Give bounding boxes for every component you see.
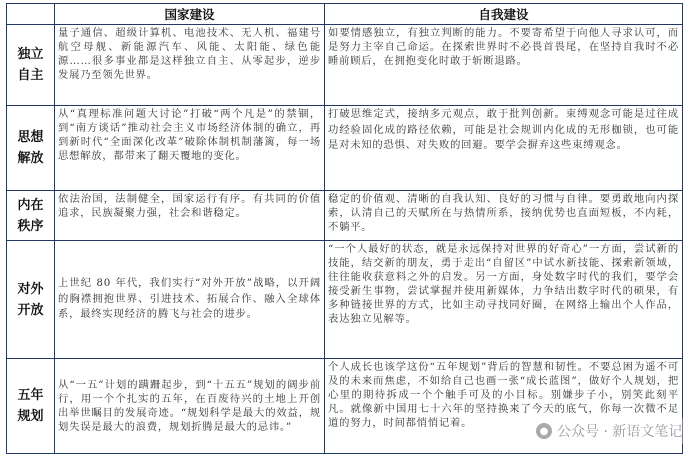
national-text: 从“一五”计划的蹒跚起步，到“十五五”规划的阔步前行，用一个个扎实的五年，在百废待兴的土地上开创出举世瞩目的发展奇迹。“规划科学是最大的效益，规划失误是最大的浪费，规划折腾是最大的忌讳。”: [58, 379, 321, 433]
self-cell: [325, 106, 683, 191]
national-cell: [55, 25, 325, 106]
national-text: 依法治国，法制健全，国家运行有序。有共同的价值追求，民族凝聚力强，社会和谐稳定。: [58, 193, 321, 219]
self-cell: [325, 191, 683, 241]
self-cell: [325, 241, 683, 359]
table-row: [7, 106, 683, 191]
national-cell: [55, 241, 325, 359]
row-label: 独立自主: [7, 25, 55, 106]
national-text: 从“真理标准问题大讨论”打破“两个凡是”的禁锢，到“南方谈话”推动社会主义市场经济体制的确立，再到新时代“全面深化改革”破除体制机制藩篱，每一场思想解放，都带来了翻天覆地的变化。: [58, 108, 321, 162]
national-cell: [55, 359, 325, 454]
header-self: 自我建设: [325, 4, 683, 25]
national-cell: [55, 191, 325, 241]
self-text: 稳定的价值观、清晰的自我认知、良好的习惯与自律。要勇敢地向内探索，认清自己的天赋所在与热情所系，接纳优势也直面短板，不内耗，不躺平。: [328, 193, 679, 233]
watermark-text: 公众号 · 新语文笔记: [557, 424, 683, 440]
national-cell: [55, 106, 325, 191]
national-text: 量子通信、超级计算机、电池技术、无人机、福建号航空母舰、新能源汽车、风能、太阳能、绿色能源……很多事业都是这样独立自主、从零起步，逆步发展乃至领先世界。: [58, 27, 321, 81]
self-text: 打破思维定式，接纳多元观点，敢于批判创新。束缚观念可能是过往成功经验固化成的路径依赖，可能是社会规训内化成的无形枷锁，也可能是对未知的恐惧、对失败的回避。要学会摒弃这些束缚观念。: [328, 108, 679, 151]
self-cell: [325, 25, 683, 106]
row-label: 内在秩序: [7, 191, 55, 241]
self-text: “一个人最好的状态，就是永远保持对世界的好奇心”一方面，尝试新的技能，结交新的朋友，勇于走出“自留区”中试水新技能、探索新领域，往往能收获意料之外的启发。另一方面，身处数字时代的我们，要学会接受新生事物，尝试掌握并使用新媒体，力争结出数字时代的硕果，有多种链接世界的方式，比如主动寻找同好圈，在网络上输出个人作品，表达独立见解等。: [328, 243, 679, 325]
self-text: 如要情感独立，有独立判断的能力。不要寄希望于向他人寻求认可，而是努力主宰自己命运。在探索世界时不必畏首畏尾，在坚持自我时不必睡前顾后，在拥抱变化时敢于斩断退路。: [328, 27, 679, 67]
header-corner: [7, 4, 55, 25]
row-label: 五年规划: [7, 359, 55, 454]
table-row: [7, 25, 683, 106]
table-row: [7, 191, 683, 241]
comparison-table: [6, 3, 683, 454]
table-header-row: [7, 4, 683, 25]
national-text: 上世纪 80 年代，我们实行“对外开放”战略，以开阔的胸襟拥抱世界、引进技术、拓展合作、融入全球体系，最终实现经济的腾飞与社会的进步。: [58, 277, 321, 321]
wechat-icon: ●: [536, 423, 552, 439]
watermark: [530, 418, 688, 444]
header-national: 国家建设: [55, 4, 325, 25]
row-label: 对外开放: [7, 241, 55, 359]
self-text: 个人成长也该学这份“五年规划”背后的智慧和韧性。不要总困为遥不可及的未来而焦虑，不如给自己也画一张“成长蓝图”，做好个人规划，把心里的期待拆成一个个触手可及的小目标。别嫌步子小，别笑此刻平凡。就像新中国用七十六年的坚持换来了今天的底气，你每一次微不足道的努力，时间都悄悄记着。: [328, 361, 679, 429]
table-row: [7, 241, 683, 359]
row-label: 思想解放: [7, 106, 55, 191]
